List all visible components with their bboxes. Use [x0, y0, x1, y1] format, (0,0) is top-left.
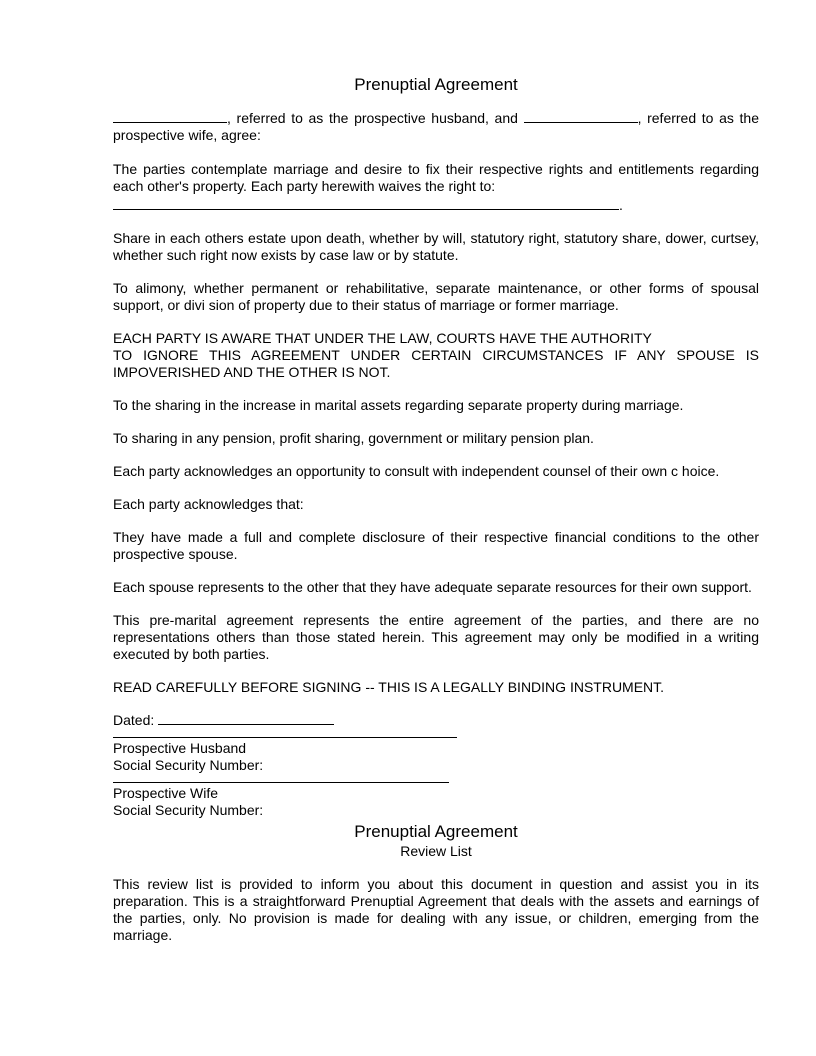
husband-signature-line[interactable]: [113, 737, 457, 738]
review-subtitle: Review List: [400, 843, 472, 859]
review-paragraph: This review list is provided to inform you about this document in question and assist you in its preparation. This is a straightforward Prenuptial Agreement that deals with the assets and earnings of the parties, only. No provision is made for dealing with any issue, or children, emerging from the marriage.: [113, 876, 759, 943]
dated-blank[interactable]: [158, 712, 334, 725]
resources-paragraph: Each spouse represents to the other that they have adequate separate resources for their own support.: [113, 579, 752, 595]
wife-ssn-label: Social Security Number:: [113, 802, 264, 818]
contemplate-text: The parties contemplate marriage and desire to fix their respective rights and entitlements regarding each other's property. Each party herewith waives the right to:: [113, 161, 759, 194]
husband-label: Prospective Husband: [113, 740, 247, 756]
waiver-blank[interactable]: [113, 197, 619, 210]
read-carefully-paragraph: READ CAREFULLY BEFORE SIGNING -- THIS IS A LEGALLY BINDING INSTRUMENT.: [113, 679, 665, 695]
caps-notice-line-2: TO IGNORE THIS AGREEMENT UNDER CERTAIN CIRCUMSTANCES IF ANY SPOUSE IS IMPOVERISHED AND THE OTHER IS NOT.: [113, 347, 759, 380]
document-page: [113, 74, 759, 960]
wife-label: Prospective Wife: [113, 785, 219, 801]
review-title: Prenuptial Agreement: [354, 822, 518, 841]
alimony-paragraph: To alimony, whether permanent or rehabilitative, separate maintenance, or other forms of spousal support, or divi sion of property due to their status of marriage or former marriage.: [113, 280, 759, 313]
waiver-blank-line: [113, 197, 759, 214]
caps-notice-line-1: EACH PARTY IS AWARE THAT UNDER THE LAW, COURTS HAVE THE AUTHORITY: [113, 330, 652, 346]
caps-notice-paragraph: [113, 330, 759, 381]
document-title: Prenuptial Agreement: [354, 75, 518, 94]
intro-paragraph: [113, 110, 759, 144]
counsel-paragraph: Each party acknowledges an opportunity to consult with independent counsel of their own c hoice.: [113, 463, 720, 479]
disclosure-paragraph: They have made a full and complete disclosure of their respective financial conditions to the other prospective spouse.: [113, 529, 759, 562]
contemplate-paragraph: [113, 161, 759, 195]
husband-name-blank[interactable]: [113, 110, 227, 123]
husband-ssn-label: Social Security Number:: [113, 757, 264, 773]
intro-text-2: , referred to as the prospective wife, agree:: [113, 110, 759, 143]
dated-label: Dated:: [113, 712, 155, 728]
acknowledges-paragraph: Each party acknowledges that:: [113, 496, 304, 512]
share-paragraph: Share in each others estate upon death, whether by will, statutory right, statutory share, dower, curtsey, whether such right now exists by case law or by statute.: [113, 230, 759, 263]
wife-name-blank[interactable]: [524, 110, 638, 123]
wife-signature-block: [113, 782, 759, 819]
husband-signature-block: [113, 737, 759, 774]
intro-text-1: , referred to as the prospective husband, and: [227, 110, 518, 126]
waiver-blank-period: .: [619, 197, 623, 213]
dated-line: [113, 712, 759, 729]
entire-agreement-paragraph: This pre-marital agreement represents the entire agreement of the parties, and there are no representations others than those stated herein. This agreement may only be modified in a writing executed by both parties.: [113, 612, 759, 662]
pension-paragraph: To sharing in any pension, profit sharing, government or military pension plan.: [113, 430, 594, 446]
wife-signature-line[interactable]: [113, 782, 449, 783]
increase-paragraph: To the sharing in the increase in marital assets regarding separate property during marriage.: [113, 397, 684, 413]
